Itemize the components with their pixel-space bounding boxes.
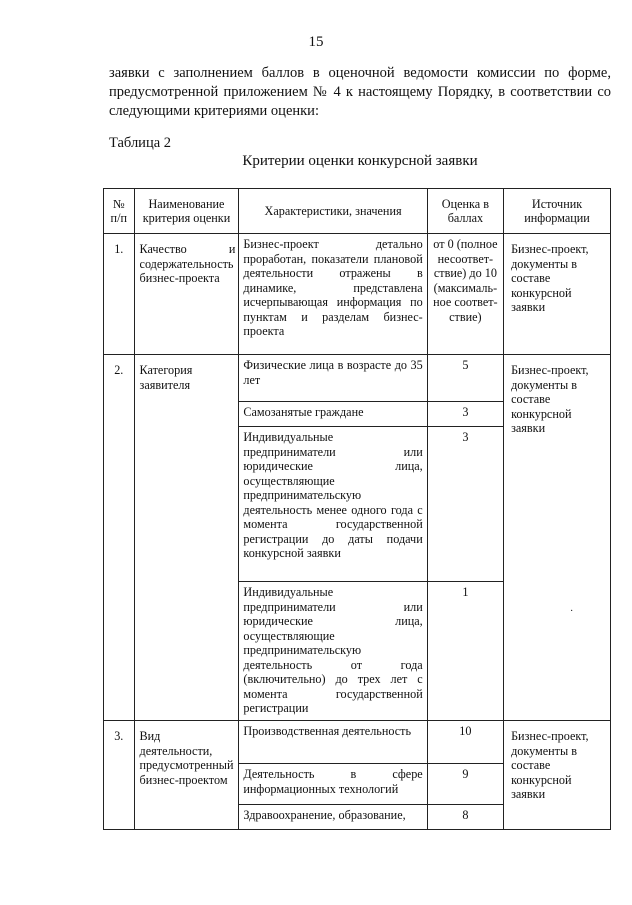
header-score: Оценка в баллах [427,189,503,234]
header-name: Наименование критерия оценки [134,189,239,234]
row-characteristic: Самозанятые граждане [239,402,427,427]
table-label: Таблица 2 [109,135,172,151]
header-source: Источник информации [504,189,611,234]
table-row [104,721,611,764]
row-criterion-name: Качество и содержательность бизнес-проекта [134,234,239,355]
header-char: Характеристики, значения [239,189,427,234]
row-characteristic: Индивидуальные предприниматели или юридические лица, осуществляющие предпринимательскую деятельность от года (включительно) до трех лет с момента государственной регистрации [239,582,427,721]
row-score: 5 [427,355,503,402]
table-header-row [104,189,611,234]
row-characteristic: Бизнес-проект детально проработан, показатели плановой деятельности отражены в динамике, представлена исчерпывающая информация по пунктам и разделам бизнес-проекта [239,234,427,355]
row-source: Бизнес-проект, документы в составе конкурсной заявки [504,355,611,721]
row-score: 10 [427,721,503,764]
scan-speck: · [570,606,574,617]
table-title: Критерии оценки конкурсной заявки [242,153,478,169]
row-characteristic: Деятельность в сфере информационных технологий [239,764,427,805]
row-score: 3 [427,427,503,582]
row-source: Бизнес-проект, документы в составе конкурсной заявки [504,721,611,830]
row-score: от 0 (полное несоответ-ствие) до 10 (максималь-ное соответ-ствие) [427,234,503,355]
intro-paragraph: заявки с заполнением баллов в оценочной ведомости комиссии по форме, предусмотренной приложением № 4 к настоящему Порядку, в соответствии со следующими критериями оценки: [109,65,611,119]
row-num: 2. [104,355,135,721]
header-num: № п/п [104,189,135,234]
row-characteristic: Физические лица в возрасте до 35 лет [239,355,427,402]
row-score: 3 [427,402,503,427]
table-row [104,355,611,402]
row-num: 1. [104,234,135,355]
row-characteristic: Индивидуальные предприниматели или юридические лица, осуществляющие предпринимательскую деятельность менее одного года с момента государственной регистрации до даты подачи конкурсной заявки [239,427,427,582]
row-score: 9 [427,764,503,805]
row-criterion-name: Категория заявителя [134,355,239,721]
criteria-table [103,188,611,830]
row-characteristic: Здравоохранение, образование, [239,805,427,830]
row-score: 8 [427,805,503,830]
row-source: Бизнес-проект, документы в составе конкурсной заявки [504,234,611,355]
row-score: 1 [427,582,503,721]
row-characteristic: Производственная деятельность [239,721,427,764]
row-num: 3. [104,721,135,830]
row-criterion-name: Вид деятельности, предусмотренный бизнес-проектом [134,721,239,830]
page-number: 15 [308,34,324,50]
table-row [104,234,611,355]
